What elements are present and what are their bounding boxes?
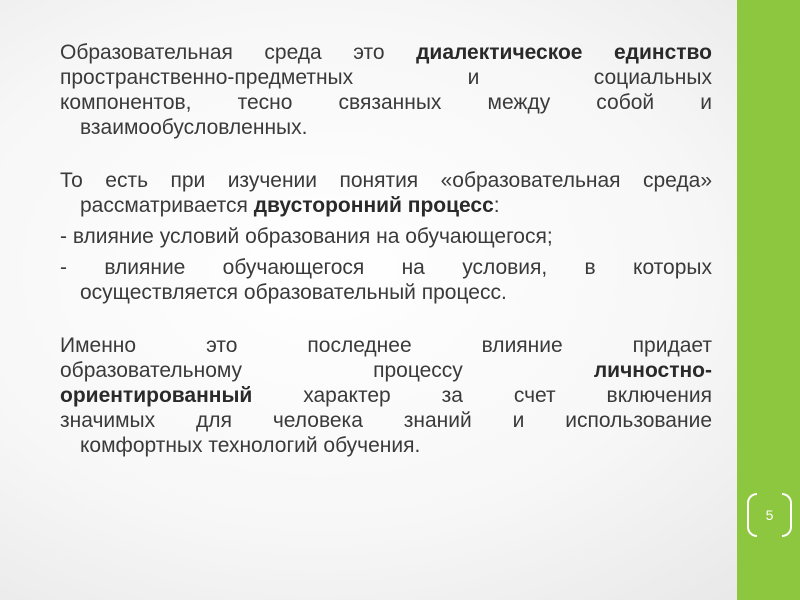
definition-line-4: взаимообусловленных. (80, 116, 308, 139)
list-item-influence-of-learner (60, 255, 712, 305)
page-number-badge (747, 493, 792, 537)
orientation-line-4: значимых для человека знаний и использование (60, 409, 712, 432)
definition-line-2: пространственно-предметных и социальных (60, 66, 712, 89)
learner-line-2: осуществляется образовательный процесс. (80, 281, 507, 304)
bold-oriented: ориентированный (60, 384, 253, 407)
learner-line-1: - влияние обучающегося на условия, в которых (60, 256, 712, 279)
orientation-line-5: комфортных технологий обучения. (80, 434, 421, 457)
list-item-influence-of-conditions: - влияние условий образования на обучающегося; (60, 225, 553, 248)
bold-dialectical-unity: диалектическое единство (416, 41, 712, 64)
paragraph-personal-orientation (60, 333, 712, 458)
slide-content (60, 40, 712, 458)
bold-two-way-process: двусторонний процесс (253, 194, 494, 217)
bold-personally: личностно- (593, 359, 712, 382)
definition-line-3: компонентов, тесно связанных между собой и (60, 91, 712, 114)
definition-line-1: Образовательная среда это диалектическое единство (60, 41, 712, 64)
paragraph-two-way-process (60, 168, 712, 218)
orientation-line-3: ориентированный характер за счет включения (60, 384, 712, 407)
process-line-2: рассматривается двусторонний процесс: (80, 194, 500, 217)
orientation-line-1: Именно это последнее влияние придает (60, 334, 712, 357)
paragraph-definition (60, 40, 712, 140)
process-line-1: То есть при изучении понятия «образовательная среда» (60, 169, 712, 192)
page-number: 5 (765, 507, 774, 523)
orientation-line-2: образовательному процессу личностно- (60, 359, 712, 382)
